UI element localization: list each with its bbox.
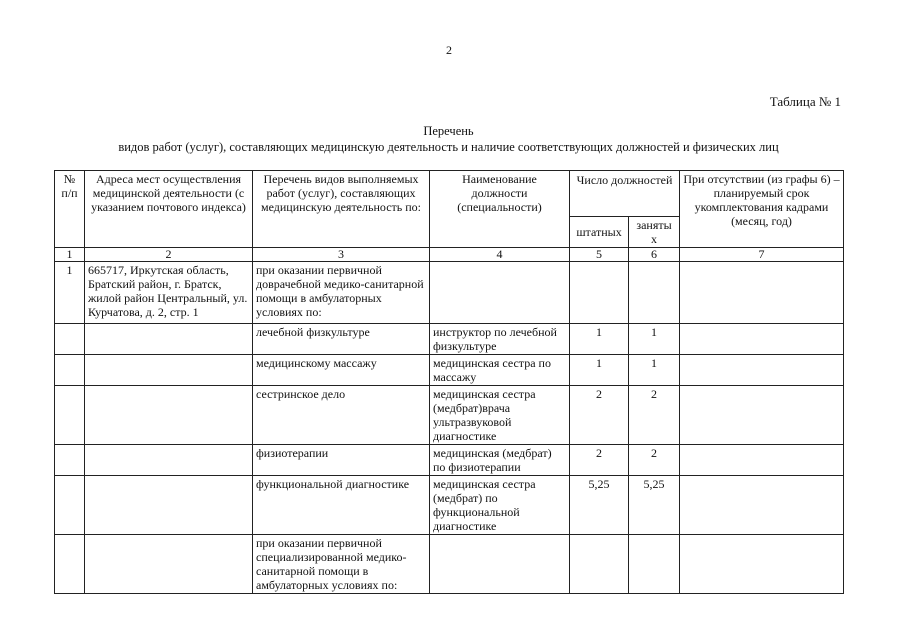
document-subtitle: видов работ (услуг), составляющих медицинскую деятельность и наличие соответствующих должностей и физических лиц: [118, 140, 779, 154]
row-no: [55, 445, 85, 476]
header-works: Перечень видов выполняемых работ (услуг), составляющих медицинскую деятельность по:: [253, 171, 430, 248]
row-no: 1: [55, 262, 85, 324]
row-address: [85, 355, 253, 386]
row-staff: [570, 262, 629, 324]
row-position: медицинская сестра (медбрат)врача ультразвуковой диагностике: [430, 386, 570, 445]
table-row: [55, 535, 844, 594]
row-planned: [680, 535, 844, 594]
column-number: 6: [629, 248, 680, 262]
row-occupied: [629, 262, 680, 324]
row-address: [85, 324, 253, 355]
row-work: функциональной диагностике: [253, 476, 430, 535]
row-address: [85, 445, 253, 476]
column-number: 5: [570, 248, 629, 262]
row-position: медицинская сестра (медбрат) по функциональной диагностике: [430, 476, 570, 535]
row-planned: [680, 476, 844, 535]
row-occupied: [629, 535, 680, 594]
column-number: 7: [680, 248, 844, 262]
header-staff: штатных: [570, 217, 629, 248]
row-occupied: 5,25: [629, 476, 680, 535]
header-occupied: заняты х: [629, 217, 680, 248]
row-position: инструктор по лечебной физкультуре: [430, 324, 570, 355]
row-staff: [570, 535, 629, 594]
column-number: 4: [430, 248, 570, 262]
row-address: [85, 476, 253, 535]
row-work: сестринское дело: [253, 386, 430, 445]
column-numbers-row: [55, 248, 844, 262]
row-occupied: 1: [629, 355, 680, 386]
row-planned: [680, 386, 844, 445]
row-no: [55, 535, 85, 594]
header-position: Наименование должности (специальности): [430, 171, 570, 248]
header-address: Адреса мест осуществления медицинской деятельности (с указанием почтового индекса): [85, 171, 253, 248]
row-occupied: 2: [629, 386, 680, 445]
row-position: медицинская (медбрат) по физиотерапии: [430, 445, 570, 476]
document-title: Перечень: [423, 124, 474, 138]
page-number: 2: [446, 43, 452, 57]
row-work: физиотерапии: [253, 445, 430, 476]
table-row: [55, 445, 844, 476]
column-number: 1: [55, 248, 85, 262]
header-planned: При отсутствии (из графы 6) – планируемый срок укомплектования кадрами (месяц, год): [680, 171, 844, 248]
table-row: [55, 386, 844, 445]
row-staff: 1: [570, 324, 629, 355]
row-staff: 2: [570, 386, 629, 445]
row-planned: [680, 445, 844, 476]
row-staff: 2: [570, 445, 629, 476]
row-position: [430, 262, 570, 324]
row-no: [55, 355, 85, 386]
row-position: [430, 535, 570, 594]
header-row: [55, 171, 844, 217]
row-work: при оказании первичной специализированной медико-санитарной помощи в амбулаторных условиях по:: [253, 535, 430, 594]
works-table: [54, 170, 844, 594]
table-row: [55, 476, 844, 535]
row-no: [55, 324, 85, 355]
row-work: лечебной физкультуре: [253, 324, 430, 355]
column-number: 3: [253, 248, 430, 262]
table-row: [55, 355, 844, 386]
header-count: Число должностей: [570, 171, 680, 217]
column-number: 2: [85, 248, 253, 262]
row-address: [85, 386, 253, 445]
row-work: при оказании первичной доврачебной медико-санитарной помощи в амбулаторных условиях по:: [253, 262, 430, 324]
table-label: Таблица № 1: [769, 94, 841, 109]
table-row: [55, 262, 844, 324]
row-position: медицинская сестра по массажу: [430, 355, 570, 386]
header-no: № п/п: [55, 171, 85, 248]
row-occupied: 1: [629, 324, 680, 355]
row-planned: [680, 324, 844, 355]
row-planned: [680, 262, 844, 324]
row-occupied: 2: [629, 445, 680, 476]
row-address: 665717, Иркутская область, Братский район, г. Братск, жилой район Центральный, ул. Курчатова, д. 2, стр. 1: [85, 262, 253, 324]
row-work: медицинскому массажу: [253, 355, 430, 386]
row-planned: [680, 355, 844, 386]
row-staff: 5,25: [570, 476, 629, 535]
row-no: [55, 386, 85, 445]
row-staff: 1: [570, 355, 629, 386]
row-no: [55, 476, 85, 535]
row-address: [85, 535, 253, 594]
table-row: [55, 324, 844, 355]
